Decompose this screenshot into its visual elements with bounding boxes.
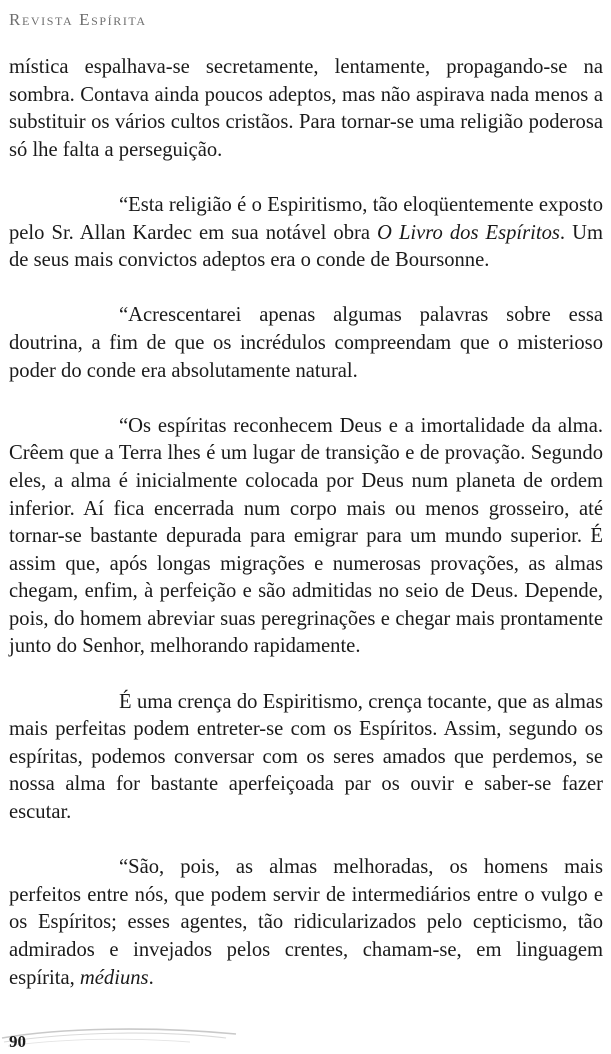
italic-term: médiuns bbox=[79, 966, 149, 989]
body-text bbox=[9, 54, 603, 992]
paragraph-2-text-after: . Um de seus mais convictos adeptos era o conde de Boursonne. bbox=[9, 221, 604, 272]
paragraph-5: É uma crença do Espiritismo, crença tocante, que as almas mais perfeitas podem entreter-se com os Espíritos. Assim, segundo os espíritas, podemos conversar com os seres amados que perdemos, se nossa alma for bastante aperfeiçoada par os ouvir e saber-se fazer escutar. bbox=[9, 690, 603, 824]
paragraph-6-text-after: . bbox=[148, 966, 154, 989]
paragraph-1: mística espalhava-se secretamente, lentamente, propagando-se na sombra. Contava ainda poucos adeptos, mas não aspirava nada menos a substituir os vários cultos cristãos. Para tornar-se uma religião poderosa só lhe falta a perseguição. bbox=[9, 56, 603, 161]
paragraph-3: “Acrescentarei apenas algumas palavras sobre essa doutrina, a fim de que os incrédulos compreendam que o misterioso poder do conde era absolutamente natural. bbox=[9, 304, 603, 382]
book-title: O Livro dos Espíritos bbox=[377, 221, 560, 244]
paragraph-2-text-before: “Esta religião é o Espiritismo, tão eloqüentemente exposto pelo Sr. Allan Kardec em sua notável obra bbox=[9, 193, 603, 244]
running-head: Revista Espírita bbox=[9, 10, 147, 29]
paragraph-6-text-before: “São, pois, as almas melhoradas, os homens mais perfeitos entre nós, que podem servir de intermediários entre o vulgo e os Espíritos; esses agentes, tão ridicularizados pelo cepticismo, tão admirados e invejados pelos crentes, chamam-se, em linguagem espírita, bbox=[9, 856, 603, 989]
paragraph-4: “Os espíritas reconhecem Deus e a imortalidade da alma. Crêem que a Terra lhes é um lugar de transição e de provação. Segundo eles, a alma é inicialmente colocada por Deus num planeta de ordem inferior. Aí fica encerrada num corpo mais ou menos grosseiro, até tornar-se bastante depurada para emigrar para um mundo superior. É assim que, após longas migrações e numerosas provações, as almas chegam, enfim, à perfeição e são admitidas no seio de Deus. Depende, pois, do homem abreviar suas peregrinações e chegar mais prontamente junto do Senhor, melhorando rapidamente. bbox=[9, 414, 603, 658]
decorative-swoosh bbox=[0, 1018, 240, 1052]
paragraph-2 bbox=[9, 192, 603, 275]
page-number: 90 bbox=[9, 1032, 26, 1051]
paragraph-6 bbox=[9, 854, 603, 992]
